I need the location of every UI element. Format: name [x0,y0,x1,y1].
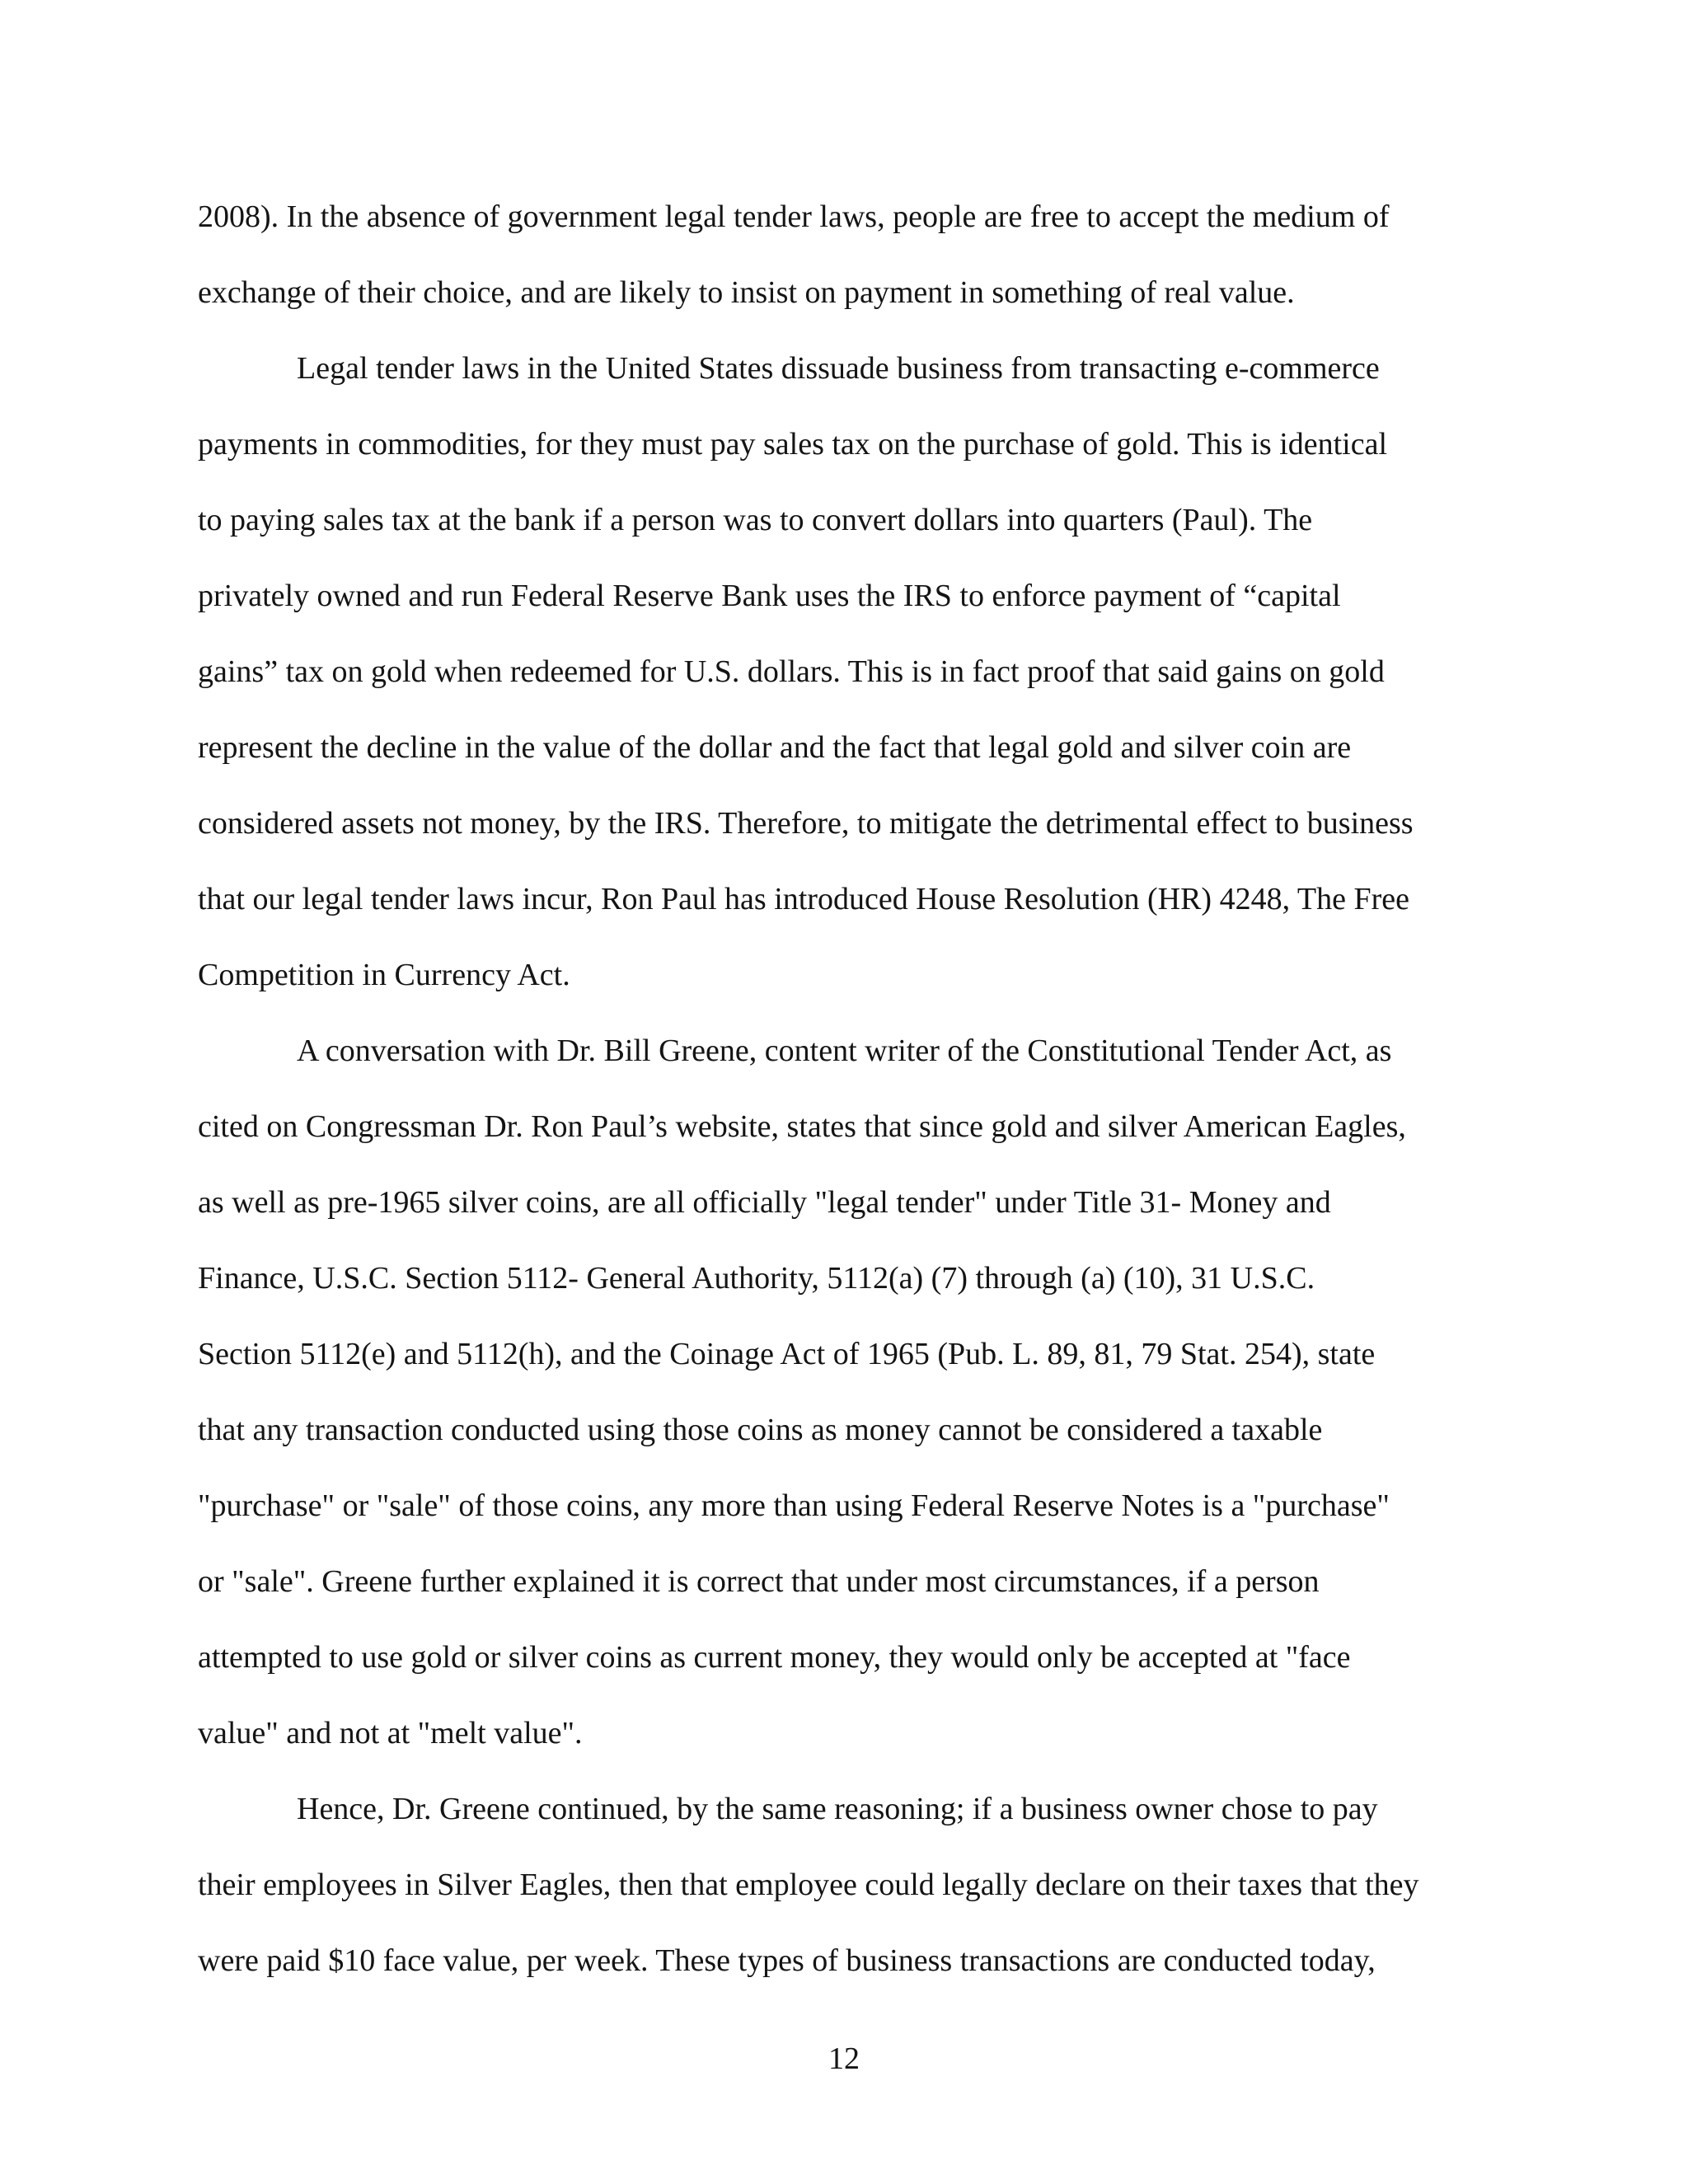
text-line: their employees in Silver Eagles, then that employee could legally declare on their taxes that they [198,1868,1419,1902]
text-line: Competition in Currency Act. [198,958,570,992]
text-line: or "sale". Greene further explained it is correct that under most circumstances, if a person [198,1564,1320,1599]
text-line: to paying sales tax at the bank if a person was to convert dollars into quarters (Paul). The [198,503,1313,537]
text-line: 2008). In the absence of government legal tender laws, people are free to accept the medium of [198,199,1390,234]
text-line: that any transaction conducted using those coins as money cannot be considered a taxable [198,1413,1323,1447]
text-line: "purchase" or "sale" of those coins, any more than using Federal Reserve Notes is a "purchase" [198,1488,1390,1523]
text-line: cited on Congressman Dr. Ron Paul’s website, states that since gold and silver American Eagles, [198,1109,1406,1144]
text-line: privately owned and run Federal Reserve Bank uses the IRS to enforce payment of “capital [198,579,1341,613]
text-line: Finance, U.S.C. Section 5112- General Authority, 5112(a) (7) through (a) (10), 31 U.S.C. [198,1261,1315,1296]
text-line: that our legal tender laws incur, Ron Paul has introduced House Resolution (HR) 4248, The Free [198,882,1409,916]
paragraph-start-line: Hence, Dr. Greene continued, by the same reasoning; if a business owner chose to pay [297,1792,1378,1826]
text-line: Section 5112(e) and 5112(h), and the Coinage Act of 1965 (Pub. L. 89, 81, 79 Stat. 254), state [198,1337,1376,1371]
page-number: 12 [828,2041,860,2076]
text-line: considered assets not money, by the IRS. Therefore, to mitigate the detrimental effect to business [198,806,1414,841]
text-line: were paid $10 face value, per week. These types of business transactions are conducted today, [198,1943,1376,1978]
paragraph-start-line: Legal tender laws in the United States dissuade business from transacting e-commerce [297,351,1380,386]
text-line: as well as pre-1965 silver coins, are all officially "legal tender" under Title 31- Money and [198,1185,1331,1220]
text-line: payments in commodities, for they must pay sales tax on the purchase of gold. This is identical [198,427,1388,462]
text-line: represent the decline in the value of the dollar and the fact that legal gold and silver coin are [198,730,1352,765]
text-line: attempted to use gold or silver coins as current money, they would only be accepted at "face [198,1640,1351,1675]
text-line: value" and not at "melt value". [198,1716,583,1750]
text-line: gains” tax on gold when redeemed for U.S. dollars. This is in fact proof that said gains on gold [198,654,1385,689]
text-line: exchange of their choice, and are likely to insist on payment in something of real value. [198,275,1295,310]
paragraph-start-line: A conversation with Dr. Bill Greene, content writer of the Constitutional Tender Act, as [297,1033,1392,1068]
